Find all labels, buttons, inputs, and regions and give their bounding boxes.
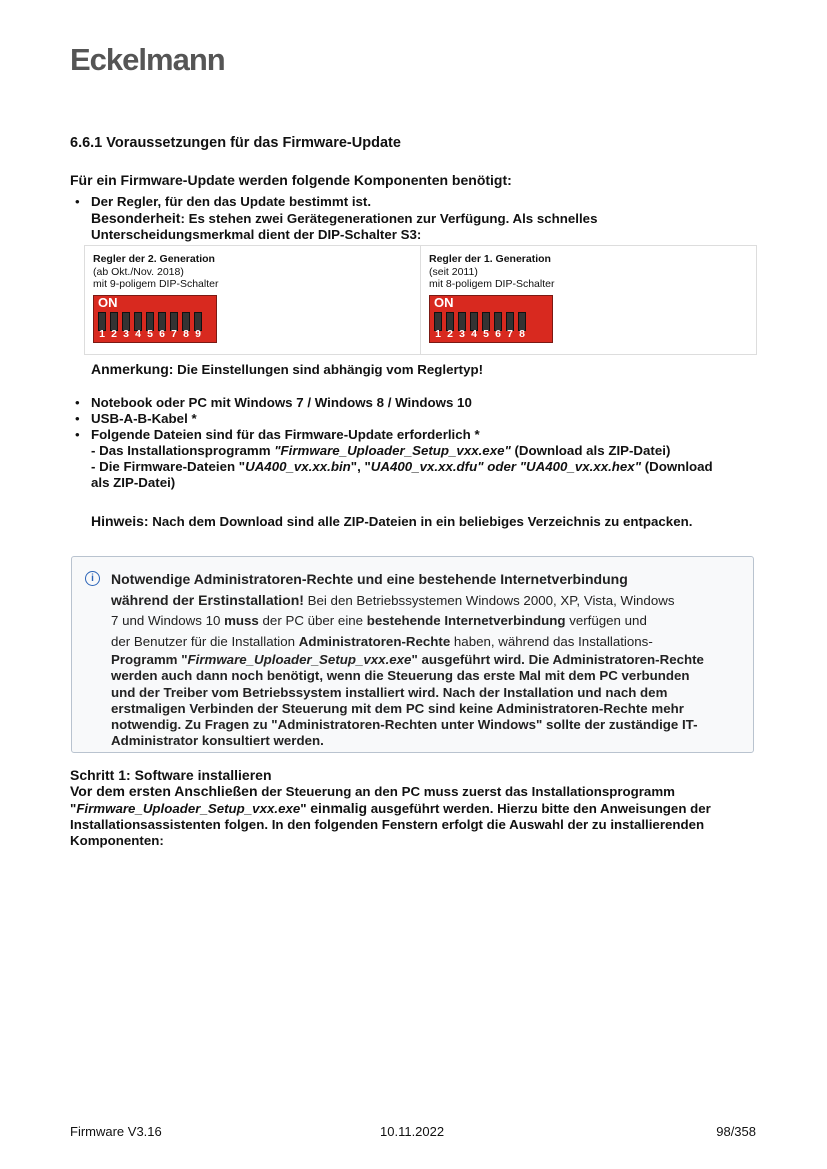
section-heading: 6.6.1 Voraussetzungen für das Firmware-Update [70,135,401,151]
hint: Hinweis: Nach dem Download sind alle ZIP-Dateien in ein beliebiges Verzeichnis zu entpacken. [91,513,693,529]
dip-number: 2 [111,328,117,340]
dip-number: 7 [507,328,513,340]
dip-number: 4 [135,328,141,340]
dip-number: 3 [123,328,129,340]
step-1: Schritt 1: Software installieren Vor dem ersten Anschließen der Steuerung an den PC muss zuerst das Installationsprogramm "Firmware_Uploader_Setup_vxx.exe" einmalig ausgeführt werden. Hierzu bitte den Anweisungen der Installationsassistenten folgen. In den folgenden Fenstern erfolgt die Auswahl der zu installierenden Komponenten: [70,767,711,848]
dip-number: 4 [471,328,477,340]
requirement-list [70,395,713,491]
requirement-item-controller: • Der Regler, für den das Update bestimmt ist. Besonderheit: Es stehen zwei Gerätegenerationen zur Verfügung. Als schnelles Unterscheidungsmerkmal dient der DIP-Schalter S3: [70,194,597,243]
dip-switch-table [84,245,757,355]
generation-title: Regler der 2. Generation [93,253,215,265]
generation-since: (ab Okt./Nov. 2018) [93,265,184,278]
dip-number: 6 [495,328,501,340]
subheading: Für ein Firmware-Update werden folgende Komponenten benötigt: [70,172,512,188]
dip-number: 3 [459,328,465,340]
footer-page-number: 98/358 [716,1124,756,1139]
dip-number: 7 [171,328,177,340]
footer-version: Firmware V3.16 [70,1124,162,1139]
generation-desc: mit 8-poligem DIP-Schalter [429,278,555,290]
generation-desc: mit 9-poligem DIP-Schalter [93,278,219,290]
dip-cell-gen2 [85,246,420,354]
dip-number: 8 [519,328,525,340]
dip-number: 1 [99,328,105,340]
dip-number: 6 [159,328,165,340]
dip-number: 5 [483,328,489,340]
generation-title: Regler der 1. Generation [429,253,551,265]
dip-number: 2 [447,328,453,340]
dip-number: 1 [435,328,441,340]
footer-date: 10.11.2022 [380,1124,445,1139]
eckelmann-logo: Eckelmann [70,42,225,77]
dip-cell-gen1 [420,246,756,354]
dip-switch-image: ON 1 2 3 4 5 6 7 8 9 [93,295,217,343]
list-item: • Notebook oder PC mit Windows 7 / Windows 8 / Windows 10 [70,395,713,411]
dip-number: 9 [195,328,201,340]
dip-number: 5 [147,328,153,340]
info-note-box: i Notwendige Administratoren-Rechte und eine bestehende Internetverbindung während der Erstinstallation! Bei den Betriebssystemen Windows 2000, XP, Vista, Windows 7 und Windows 10 muss der PC über eine bestehende Internetverbindung verfügen und der Benutzer für die Installation Administratoren-Rechte haben, während das Installations- Programm "Firmware_Uploader_Setup_vxx.exe" ausgeführt wird. Die Administratoren-Rechte werden auch dann noch benötigt, wenn die Steuerung das erste Mal mit dem PC verbunden und der Treiber vom Betriebssystem installiert wird. Nach der Installation und nach dem erstmaligen Verbinden der Steuerung mit dem PC sind keine Administratoren-Rechte mehr notwendig. Zu Fragen zu "Administratoren-Rechten unter Windows" sollte der zuständige IT- Administrator konsultiert werden. [71,556,754,753]
list-item: • USB-A-B-Kabel * [70,411,713,427]
dip-number: 8 [183,328,189,340]
generation-since: (seit 2011) [429,265,478,278]
info-icon: i [85,571,100,586]
remark: Anmerkung: Die Einstellungen sind abhängig vom Reglertyp! [91,361,484,377]
list-item: • Folgende Dateien sind für das Firmware-Update erforderlich * - Das Installationsprogramm "Firmware_Uploader_Setup_vxx.exe" (Download als ZIP-Datei) - Die Firmware-Dateien "UA400_vx.xx.bin", "UA400_vx.xx.dfu" oder "UA400_vx.xx.hex" (Download als ZIP-Datei) [70,427,713,491]
dip-switch-image: ON 1 2 3 4 5 6 7 8 [429,295,553,343]
